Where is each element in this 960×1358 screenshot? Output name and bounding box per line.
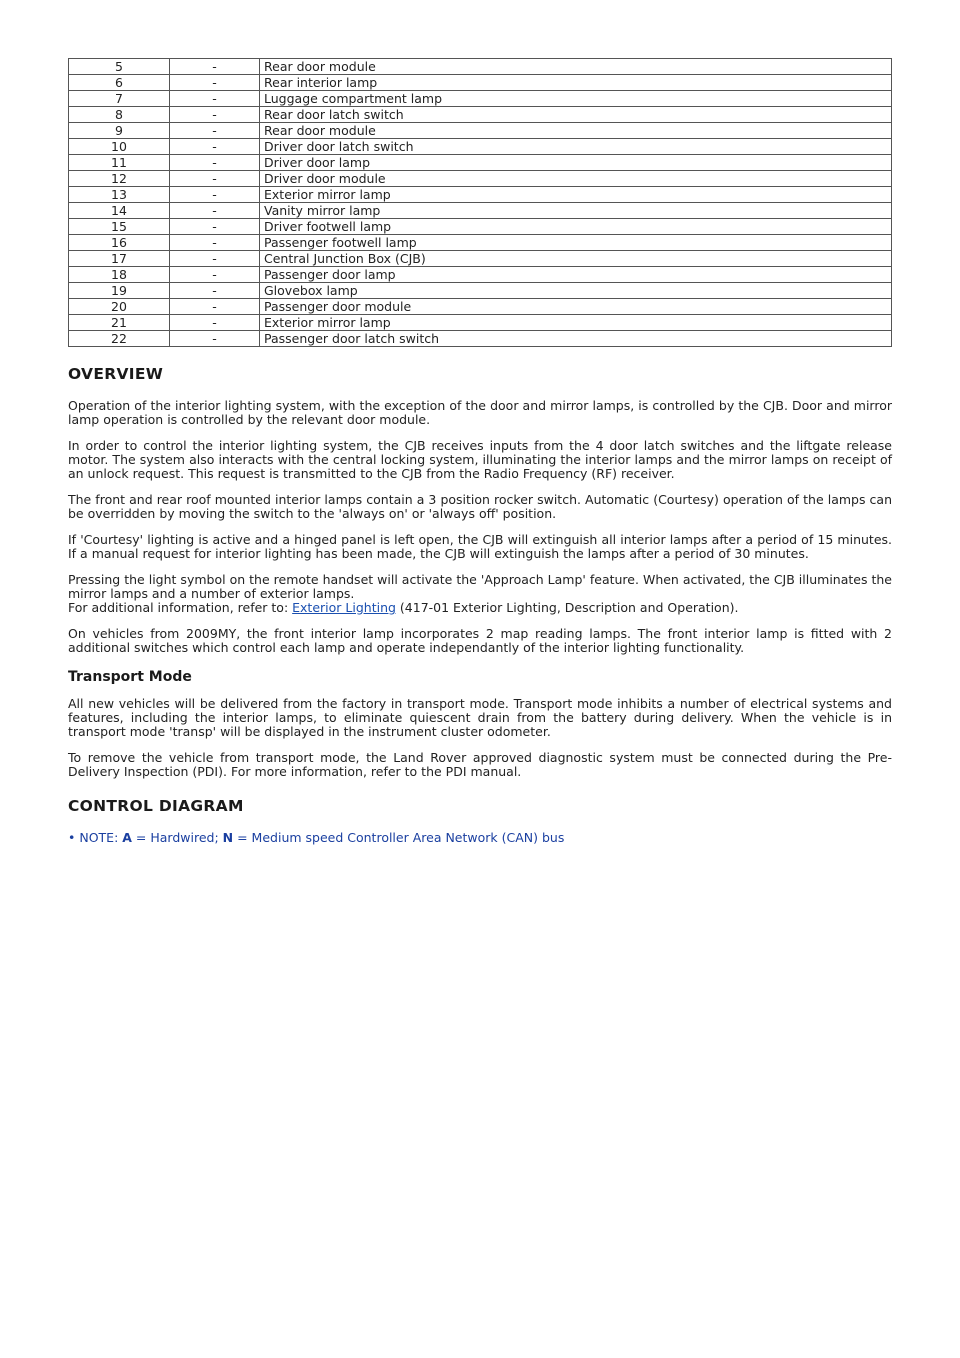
item-description-cell: Passenger door lamp bbox=[260, 267, 892, 283]
note-text-n: = Medium speed Controller Area Network (CAN) bus bbox=[233, 830, 565, 845]
item-description-cell: Central Junction Box (CJB) bbox=[260, 251, 892, 267]
overview-paragraph-4: If 'Courtesy' lighting is active and a hinged panel is left open, the CJB will extinguish all interior lamps after a period of 15 minutes. If a manual request for interior lighting has been made, the CJB will extinguish the lamps after a period of 30 minutes. bbox=[68, 532, 892, 561]
separator-cell: - bbox=[170, 251, 260, 267]
item-number-cell: 12 bbox=[69, 171, 170, 187]
note-key-a: A bbox=[122, 830, 132, 845]
table-row bbox=[69, 283, 892, 299]
reference-suffix: (417-01 Exterior Lighting, Description and Operation). bbox=[395, 600, 739, 615]
table-row bbox=[69, 107, 892, 123]
overview-paragraph-3: The front and rear roof mounted interior lamps contain a 3 position rocker switch. Automatic (Courtesy) operation of the lamps can be overridden by moving the switch to the 'always on' or 'always off' position. bbox=[68, 492, 892, 521]
table-row bbox=[69, 155, 892, 171]
item-number-cell: 18 bbox=[69, 267, 170, 283]
table-row bbox=[69, 267, 892, 283]
separator-cell: - bbox=[170, 331, 260, 347]
overview-paragraph-1: Operation of the interior lighting system, with the exception of the door and mirror lamps, is controlled by the CJB. Door and mirror lamp operation is controlled by the relevant door module. bbox=[68, 398, 892, 427]
separator-cell: - bbox=[170, 123, 260, 139]
overview-heading: OVERVIEW bbox=[68, 365, 164, 383]
transport-mode-heading: Transport Mode bbox=[68, 669, 192, 685]
item-number-cell: 10 bbox=[69, 139, 170, 155]
separator-cell: - bbox=[170, 267, 260, 283]
separator-cell: - bbox=[170, 171, 260, 187]
document-page bbox=[68, 58, 892, 845]
item-description-cell: Rear door latch switch bbox=[260, 107, 892, 123]
table-row bbox=[69, 75, 892, 91]
exterior-lighting-link[interactable]: Exterior Lighting bbox=[292, 600, 396, 615]
table-row bbox=[69, 251, 892, 267]
parts-table-body bbox=[69, 59, 892, 347]
table-row bbox=[69, 299, 892, 315]
approach-lamp-text: Pressing the light symbol on the remote handset will activate the 'Approach Lamp' feature. When activated, the CJB illuminates the mirror lamps and a number of exterior lamps. bbox=[68, 572, 892, 601]
reference-prefix: For additional information, refer to: bbox=[68, 600, 293, 615]
control-diagram-note bbox=[68, 831, 892, 845]
item-description-cell: Rear door module bbox=[260, 59, 892, 75]
table-row bbox=[69, 235, 892, 251]
overview-paragraph-5 bbox=[68, 573, 892, 615]
parts-table bbox=[68, 58, 892, 347]
item-number-cell: 6 bbox=[69, 75, 170, 91]
item-description-cell: Vanity mirror lamp bbox=[260, 203, 892, 219]
table-row bbox=[69, 315, 892, 331]
control-diagram-heading: CONTROL DIAGRAM bbox=[68, 797, 244, 815]
table-row bbox=[69, 91, 892, 107]
table-row bbox=[69, 171, 892, 187]
note-key-n: N bbox=[222, 830, 234, 845]
item-description-cell: Glovebox lamp bbox=[260, 283, 892, 299]
separator-cell: - bbox=[170, 299, 260, 315]
item-number-cell: 22 bbox=[69, 331, 170, 347]
item-description-cell: Driver door module bbox=[260, 171, 892, 187]
item-number-cell: 19 bbox=[69, 283, 170, 299]
separator-cell: - bbox=[170, 219, 260, 235]
separator-cell: - bbox=[170, 235, 260, 251]
item-number-cell: 16 bbox=[69, 235, 170, 251]
separator-cell: - bbox=[170, 107, 260, 123]
item-number-cell: 14 bbox=[69, 203, 170, 219]
table-row bbox=[69, 203, 892, 219]
item-number-cell: 20 bbox=[69, 299, 170, 315]
item-description-cell: Exterior mirror lamp bbox=[260, 315, 892, 331]
note-prefix: • NOTE: bbox=[68, 830, 123, 845]
item-number-cell: 17 bbox=[69, 251, 170, 267]
separator-cell: - bbox=[170, 91, 260, 107]
table-row bbox=[69, 139, 892, 155]
overview-paragraph-2: In order to control the interior lighting system, the CJB receives inputs from the 4 door latch switches and the liftgate release motor. The system also interacts with the central locking system, illuminating the interior lamps and the mirror lamps on receipt of an unlock request. This request is transmitted to the CJB from the Radio Frequency (RF) receiver. bbox=[68, 438, 892, 481]
table-row bbox=[69, 187, 892, 203]
item-number-cell: 21 bbox=[69, 315, 170, 331]
item-number-cell: 7 bbox=[69, 91, 170, 107]
separator-cell: - bbox=[170, 155, 260, 171]
item-description-cell: Driver footwell lamp bbox=[260, 219, 892, 235]
separator-cell: - bbox=[170, 187, 260, 203]
item-description-cell: Rear door module bbox=[260, 123, 892, 139]
separator-cell: - bbox=[170, 283, 260, 299]
item-number-cell: 8 bbox=[69, 107, 170, 123]
table-row bbox=[69, 123, 892, 139]
item-description-cell: Passenger door latch switch bbox=[260, 331, 892, 347]
item-number-cell: 11 bbox=[69, 155, 170, 171]
item-description-cell: Luggage compartment lamp bbox=[260, 91, 892, 107]
transport-paragraph-1: All new vehicles will be delivered from the factory in transport mode. Transport mode inhibits a number of electrical systems and features, including the interior lamps, to eliminate quiescent drain from the battery during delivery. When the vehicle is in transport mode 'transp' will be displayed in the instrument cluster odometer. bbox=[68, 696, 892, 739]
overview-paragraph-6: On vehicles from 2009MY, the front interior lamp incorporates 2 map reading lamps. The front interior lamp is fitted with 2 additional switches which control each lamp and operate independantly of the interior lighting functionality. bbox=[68, 626, 892, 655]
separator-cell: - bbox=[170, 203, 260, 219]
note-text-a: = Hardwired; bbox=[131, 830, 223, 845]
separator-cell: - bbox=[170, 315, 260, 331]
item-description-cell: Driver door lamp bbox=[260, 155, 892, 171]
item-number-cell: 15 bbox=[69, 219, 170, 235]
item-description-cell: Exterior mirror lamp bbox=[260, 187, 892, 203]
separator-cell: - bbox=[170, 75, 260, 91]
item-description-cell: Passenger footwell lamp bbox=[260, 235, 892, 251]
separator-cell: - bbox=[170, 139, 260, 155]
item-description-cell: Rear interior lamp bbox=[260, 75, 892, 91]
table-row bbox=[69, 59, 892, 75]
item-number-cell: 5 bbox=[69, 59, 170, 75]
item-number-cell: 9 bbox=[69, 123, 170, 139]
item-description-cell: Passenger door module bbox=[260, 299, 892, 315]
table-row bbox=[69, 219, 892, 235]
separator-cell: - bbox=[170, 59, 260, 75]
transport-paragraph-2: To remove the vehicle from transport mode, the Land Rover approved diagnostic system must be connected during the Pre-Delivery Inspection (PDI). For more information, refer to the PDI manual. bbox=[68, 750, 892, 779]
item-description-cell: Driver door latch switch bbox=[260, 139, 892, 155]
item-number-cell: 13 bbox=[69, 187, 170, 203]
table-row bbox=[69, 331, 892, 347]
